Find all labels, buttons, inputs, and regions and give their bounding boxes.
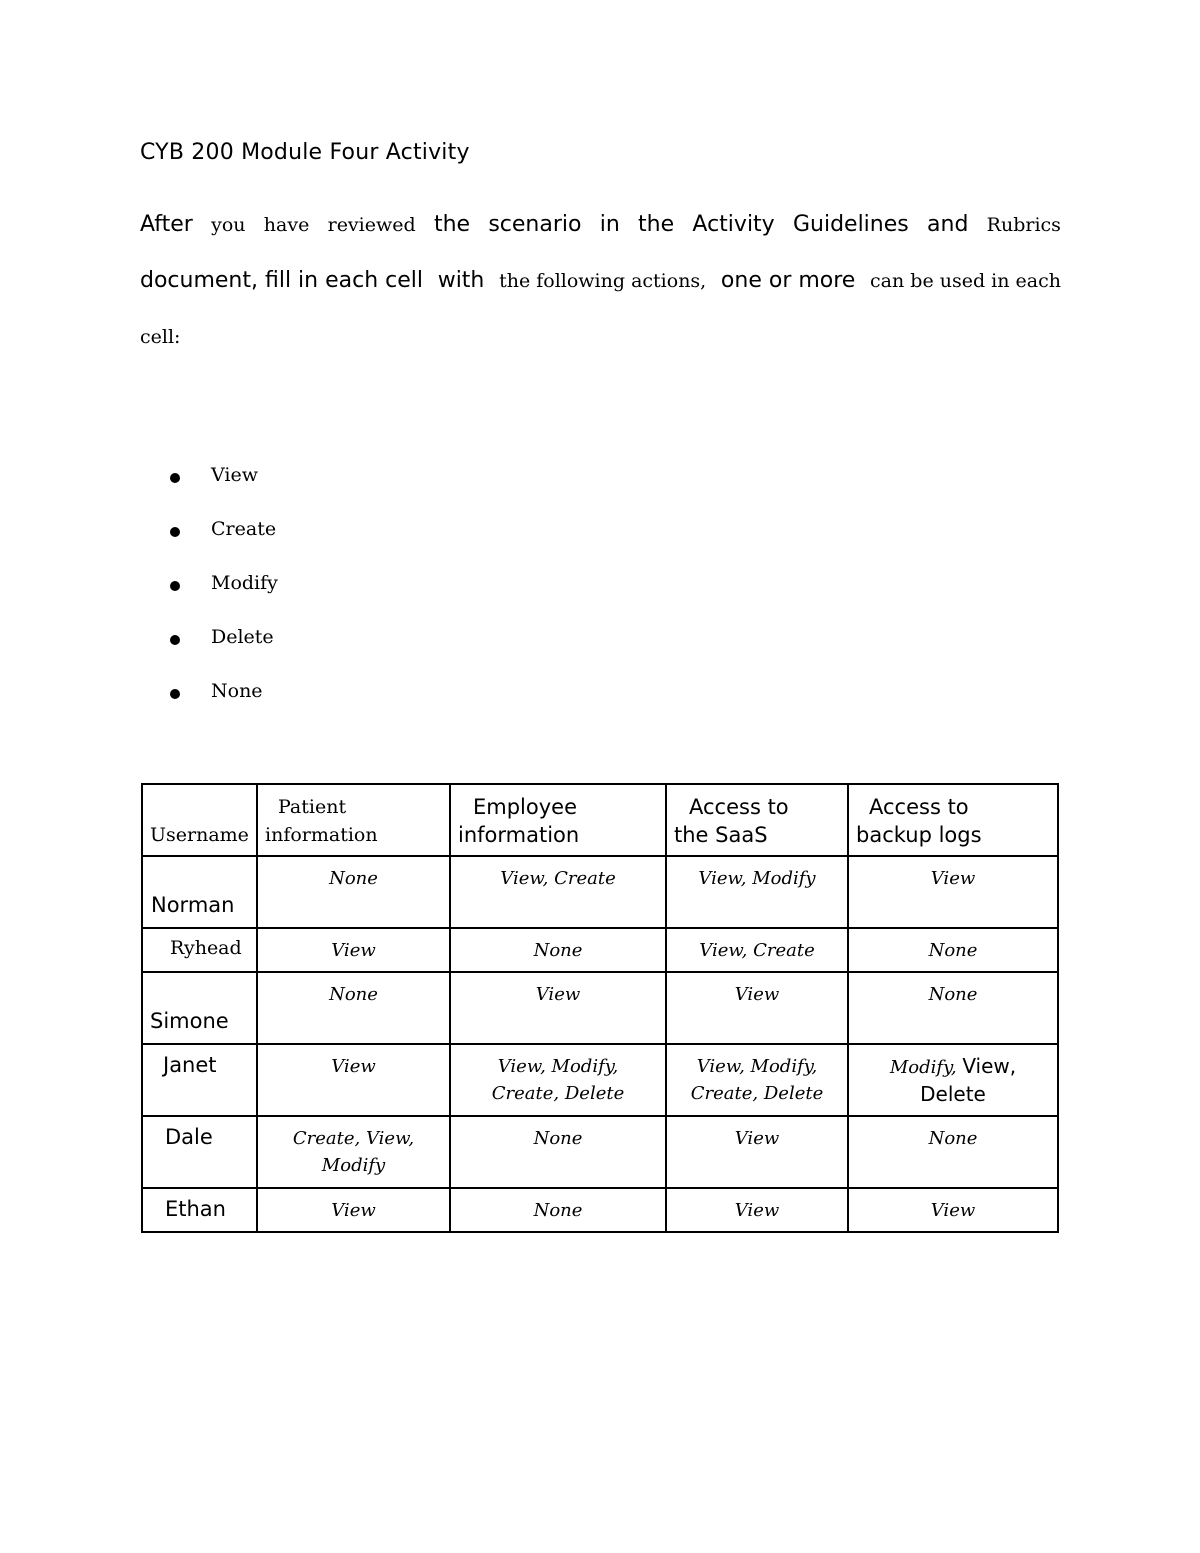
header-access-backup-logs: Access to backup logs	[848, 784, 1058, 856]
list-item: Create	[170, 518, 278, 572]
instructions-word: scenario	[488, 212, 582, 237]
cell-saas: View, Create	[666, 928, 848, 972]
instructions-word: Guidelines	[792, 212, 909, 237]
cell-patient: View	[257, 1188, 450, 1232]
cell-username: Norman	[142, 856, 257, 928]
cell-backup: View	[848, 856, 1058, 928]
cell-backup: None	[848, 1116, 1058, 1188]
cell-employee: None	[450, 1116, 666, 1188]
instructions-word: the	[433, 212, 471, 237]
table-row	[142, 1188, 1058, 1232]
cell-saas: View	[666, 972, 848, 1044]
cell-patient: Create, View, Modify	[257, 1116, 450, 1188]
actions-list	[170, 464, 278, 734]
instructions-segment: with	[437, 268, 485, 293]
instructions-word: Rubrics	[986, 214, 1061, 236]
cell-employee: View, Modify, Create, Delete	[450, 1044, 666, 1116]
header-employee-information: Employee information	[450, 784, 666, 856]
cell-employee: None	[450, 928, 666, 972]
instructions-segment: cell:	[140, 326, 181, 348]
instructions-segment: document, fill in each cell	[140, 268, 424, 293]
table-row	[142, 972, 1058, 1044]
list-item: None	[170, 680, 278, 734]
cell-username: Dale	[142, 1116, 257, 1188]
cell-backup: None	[848, 928, 1058, 972]
list-item: Modify	[170, 572, 278, 626]
cell-patient: None	[257, 856, 450, 928]
instructions-word: the	[638, 212, 675, 237]
cell-patient: None	[257, 972, 450, 1044]
cell-saas: View, Modify	[666, 856, 848, 928]
table-row	[142, 1044, 1058, 1116]
table-row	[142, 856, 1058, 928]
cell-username: Ryhead	[142, 928, 257, 972]
instructions-segment: one or more	[720, 268, 856, 293]
bullet-icon	[170, 527, 180, 537]
instructions-word: in	[599, 212, 620, 237]
cell-patient: View	[257, 1044, 450, 1116]
instructions-word: reviewed	[327, 214, 416, 236]
instructions-word: and	[927, 212, 969, 237]
permissions-table	[141, 783, 1059, 1233]
instructions-word: you	[211, 214, 246, 236]
cell-employee: View, Create	[450, 856, 666, 928]
cell-employee: View	[450, 972, 666, 1044]
cell-employee: None	[450, 1188, 666, 1232]
cell-backup: None	[848, 972, 1058, 1044]
cell-saas: View	[666, 1188, 848, 1232]
instructions-paragraph	[140, 212, 1061, 237]
cell-username: Ethan	[142, 1188, 257, 1232]
instructions-line-2	[140, 268, 1061, 293]
instructions-line-1	[140, 212, 1061, 237]
bullet-icon	[170, 635, 180, 645]
instructions-word: Activity	[692, 212, 775, 237]
list-item: View	[170, 464, 278, 518]
header-username: Username	[142, 784, 257, 856]
header-access-saas: Access to the SaaS	[666, 784, 848, 856]
bullet-icon	[170, 689, 180, 699]
cell-username: Simone	[142, 972, 257, 1044]
instructions-segment: can be used in each	[870, 270, 1061, 292]
instructions-word: After	[140, 212, 193, 237]
instructions-line-3	[140, 326, 1061, 348]
header-patient-information: Patient information	[257, 784, 450, 856]
bullet-icon	[170, 473, 180, 483]
document-title: CYB 200 Module Four Activity	[140, 140, 470, 165]
table-row	[142, 928, 1058, 972]
cell-backup: View	[848, 1188, 1058, 1232]
instructions-segment: the following actions,	[499, 270, 707, 292]
cell-saas: View, Modify, Create, Delete	[666, 1044, 848, 1116]
bullet-icon	[170, 581, 180, 591]
table-header-row	[142, 784, 1058, 856]
list-item: Delete	[170, 626, 278, 680]
cell-backup: Modify, View, Delete	[848, 1044, 1058, 1116]
cell-username: Janet	[142, 1044, 257, 1116]
cell-patient: View	[257, 928, 450, 972]
table-row	[142, 1116, 1058, 1188]
cell-saas: View	[666, 1116, 848, 1188]
instructions-word: have	[263, 214, 310, 236]
